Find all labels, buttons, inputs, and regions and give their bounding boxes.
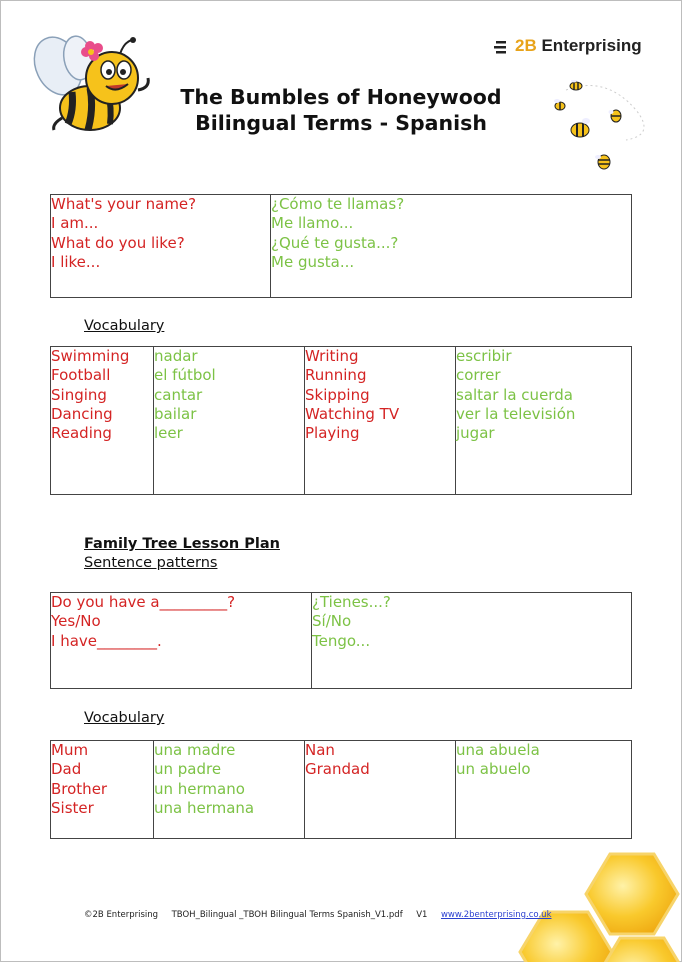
vocabulary-label: Vocabulary	[84, 710, 165, 726]
vocabulary-table-family	[50, 740, 632, 839]
phrase-en: I am...	[51, 214, 99, 233]
vocab-word-es: cantar	[154, 385, 203, 404]
pattern-en: I have________.	[51, 631, 162, 650]
vocab-word-es: jugar	[456, 424, 495, 443]
footer-filename: TBOH_Bilingual _TBOH Bilingual Terms Spanish_V1.pdf	[171, 910, 403, 920]
family-es-col-2	[456, 741, 632, 839]
family-word-es: una madre	[154, 741, 236, 759]
vocab-word-es: escribir	[456, 347, 512, 365]
page-subtitle: Bilingual Terms - Spanish	[195, 111, 487, 135]
brand-logo	[494, 36, 642, 56]
phrase-en: What's your name?	[51, 195, 197, 213]
vocab-word-en: Football	[51, 366, 111, 385]
vocab-word-es: saltar la cuerda	[456, 385, 573, 404]
vocab-word-en: Watching TV	[305, 404, 400, 423]
page-title: The Bumbles of Honeywood	[180, 85, 502, 109]
family-word-en: Nan	[305, 741, 335, 759]
vocab-word-es: correr	[456, 366, 501, 385]
vocab-es-col-2	[456, 347, 632, 495]
family-word-en: Sister	[51, 798, 94, 817]
family-word-es: un padre	[154, 760, 222, 779]
vocab-word-es: nadar	[154, 347, 198, 365]
patterns-spanish-cell	[312, 593, 632, 689]
vocab-word-es: bailar	[154, 404, 197, 423]
vocab-word-en: Swimming	[51, 347, 130, 365]
phrase-es: ¿Qué te gusta...?	[271, 233, 399, 252]
brand-logo-icon	[494, 38, 512, 56]
phrase-es: Me gusta...	[271, 252, 355, 271]
family-word-en: Mum	[51, 741, 89, 759]
vocab-word-en: Writing	[305, 347, 359, 365]
patterns-english-cell	[51, 593, 312, 689]
family-es-col-1	[154, 741, 305, 839]
small-bees-icon	[546, 80, 656, 180]
vocab-en-col-2	[305, 347, 456, 495]
family-en-col-2	[305, 741, 456, 839]
vocab-word-en: Reading	[51, 424, 112, 443]
family-word-es: una abuela	[456, 741, 540, 759]
sentence-patterns-table	[50, 592, 632, 689]
footer	[84, 910, 552, 920]
pattern-es: ¿Tienes...?	[312, 593, 391, 611]
family-tree-heading: Family Tree Lesson Plan	[84, 536, 280, 552]
phrase-en: I like...	[51, 252, 101, 271]
family-word-es: una hermana	[154, 798, 255, 817]
footer-copyright: ©2B Enterprising	[84, 910, 159, 920]
vocab-word-es: el fútbol	[154, 366, 216, 385]
vocab-word-en: Dancing	[51, 404, 113, 423]
honeycomb-decoration	[508, 852, 682, 962]
brand-number: 2B	[515, 36, 537, 55]
footer-version: V1	[416, 910, 428, 920]
vocab-word-en: Running	[305, 366, 367, 385]
footer-website-link[interactable]: www.2benterprising.co.uk	[440, 910, 552, 920]
family-word-en: Dad	[51, 760, 82, 779]
family-en-col-1	[51, 741, 154, 839]
brand-name: Enterprising	[541, 36, 642, 55]
vocab-word-es: ver la televisión	[456, 404, 576, 423]
intro-spanish-cell	[271, 195, 632, 298]
vocab-en-col-1	[51, 347, 154, 495]
phrase-es: Me llamo...	[271, 214, 354, 233]
vocab-word-en: Playing	[305, 424, 360, 443]
sentence-patterns-label: Sentence patterns	[84, 555, 218, 571]
pattern-es: Sí/No	[312, 612, 352, 631]
family-word-es: un abuelo	[456, 760, 531, 779]
bee-mascot-icon	[28, 28, 158, 136]
family-word-es: un hermano	[154, 779, 245, 798]
vocab-word-en: Singing	[51, 385, 107, 404]
phrase-es: ¿Cómo te llamas?	[271, 195, 405, 213]
pattern-es: Tengo...	[312, 631, 371, 650]
vocabulary-table-activities	[50, 346, 632, 495]
vocab-word-es: leer	[154, 424, 183, 443]
phrase-en: What do you like?	[51, 233, 185, 252]
vocab-word-en: Skipping	[305, 385, 370, 404]
pattern-en: Yes/No	[51, 612, 101, 631]
intro-table	[50, 194, 632, 298]
vocabulary-label: Vocabulary	[84, 318, 165, 334]
vocab-es-col-1	[154, 347, 305, 495]
family-word-en: Brother	[51, 779, 108, 798]
pattern-en: Do you have a_________?	[51, 593, 236, 611]
family-word-en: Grandad	[305, 760, 370, 779]
intro-english-cell	[51, 195, 271, 298]
